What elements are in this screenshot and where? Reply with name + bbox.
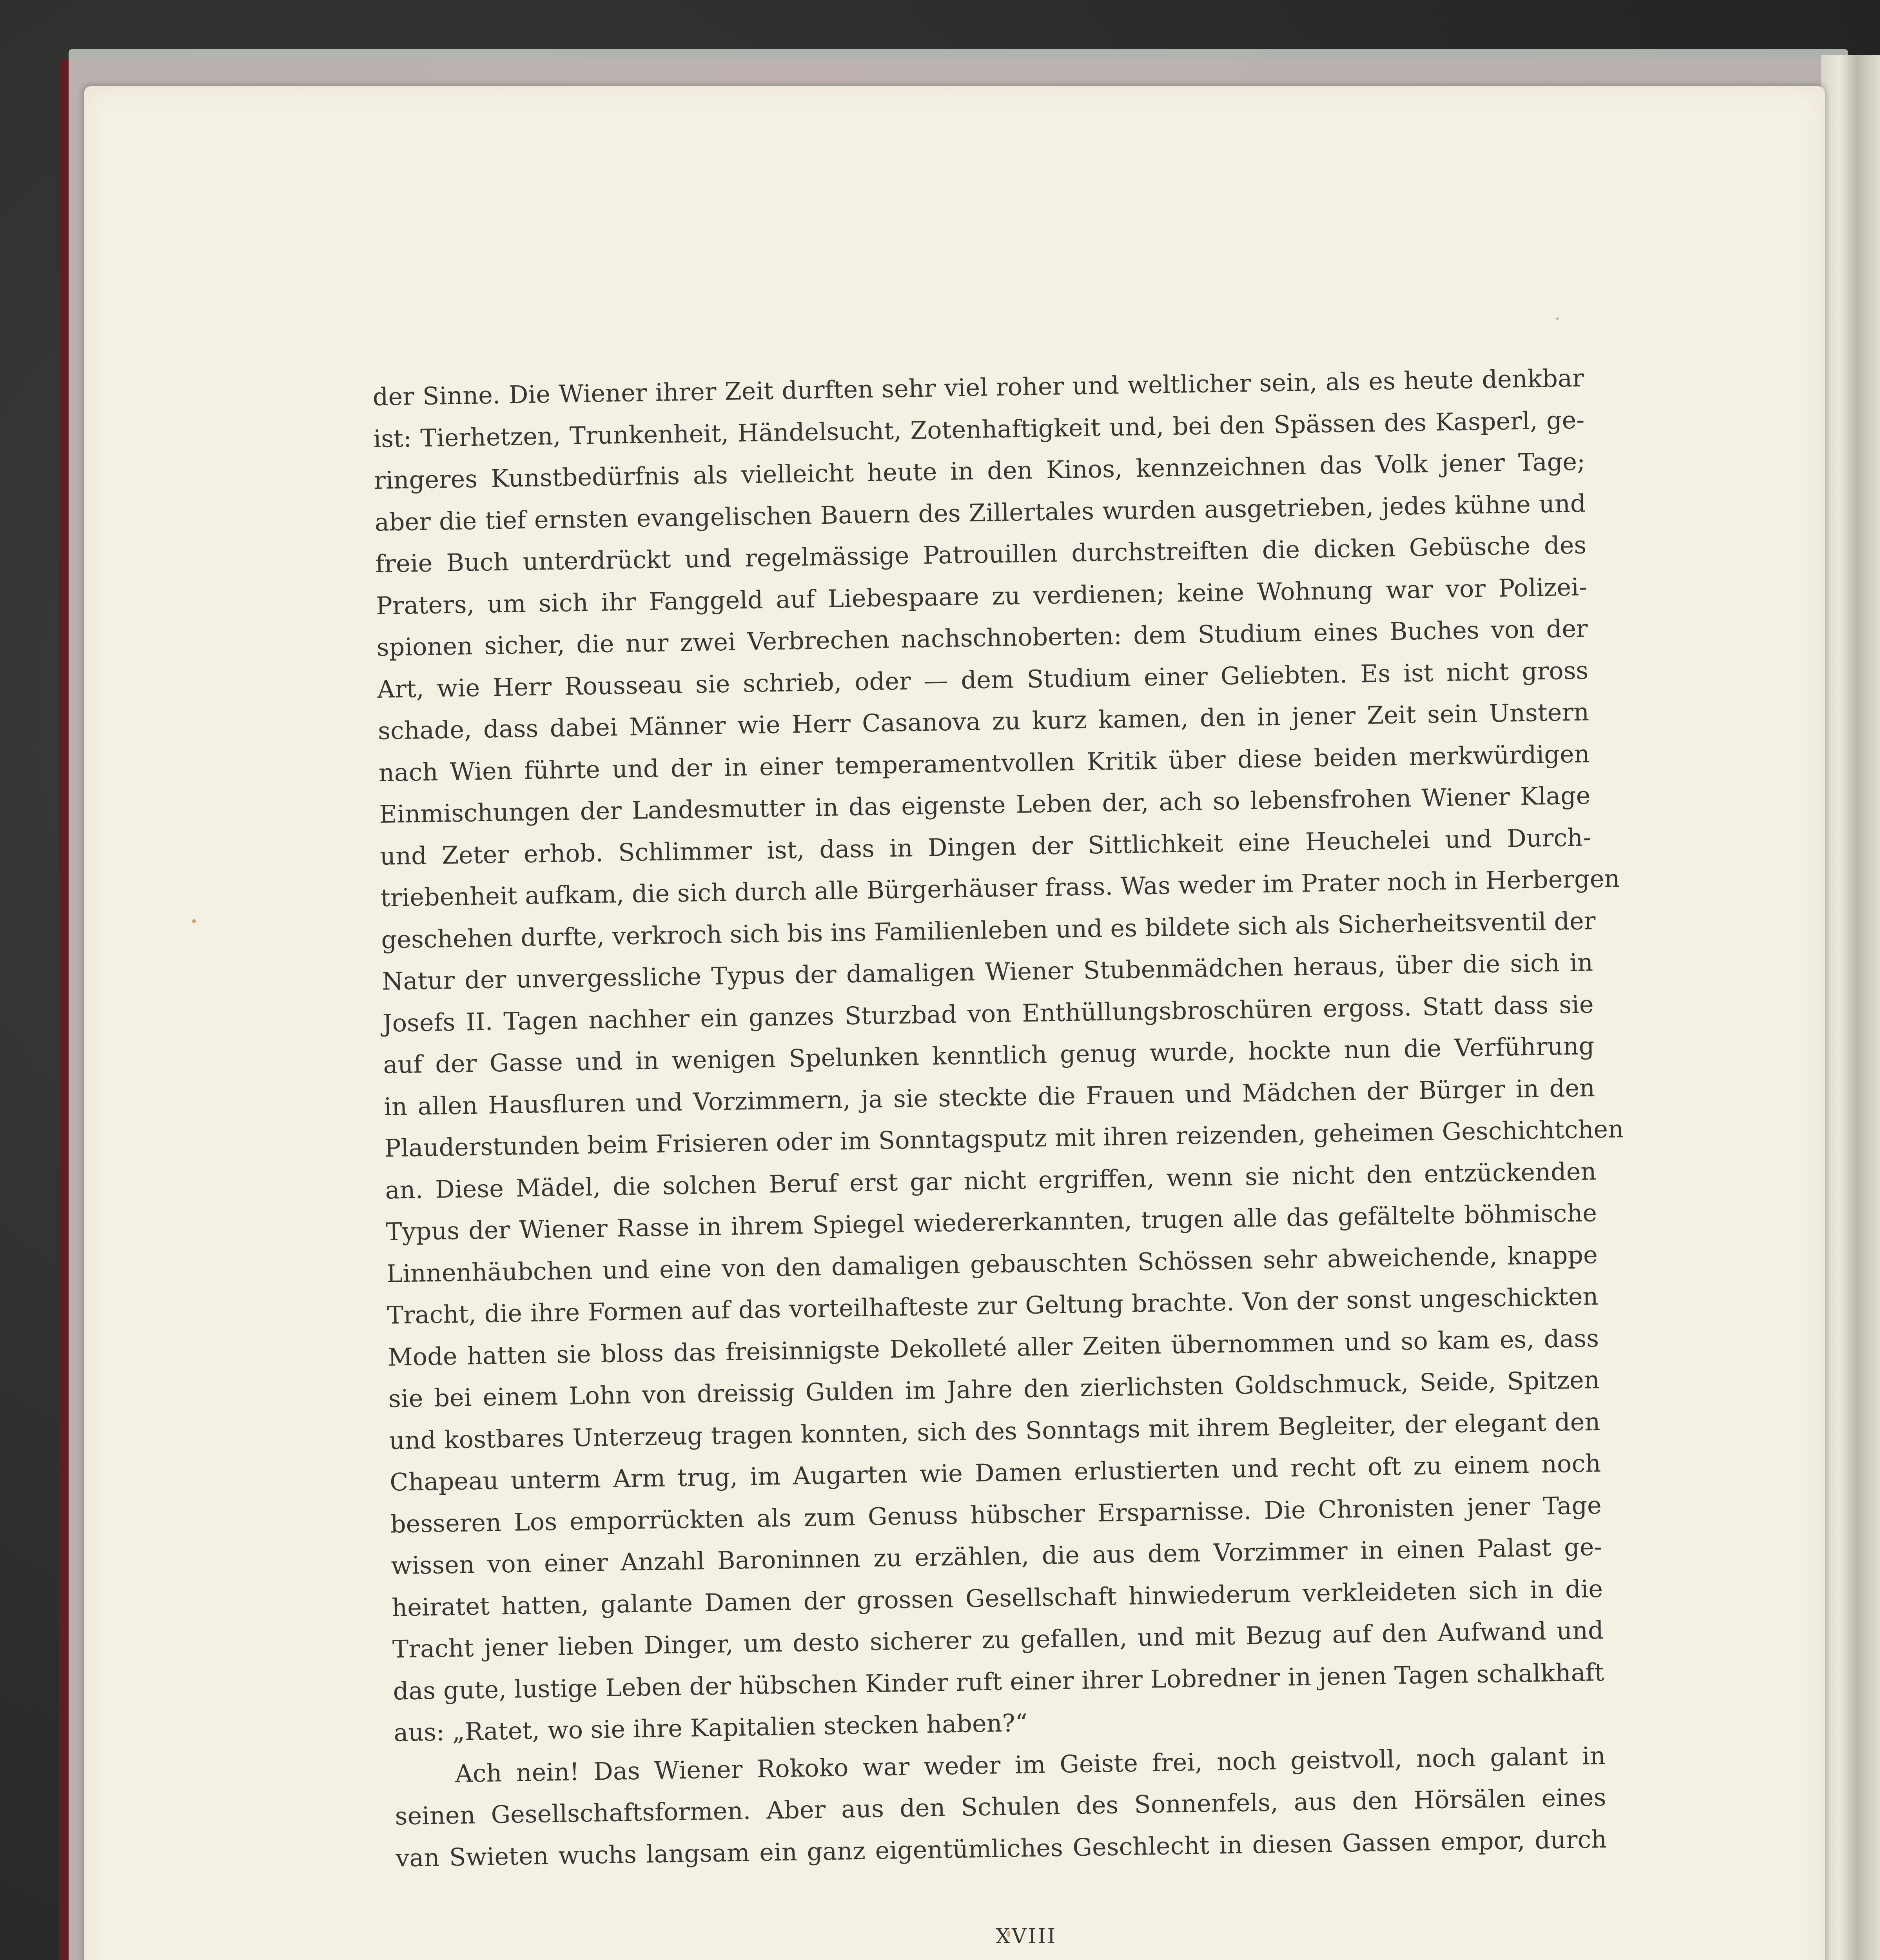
page-number: XVIII [996, 1925, 1057, 1948]
text-line: van Swieten wuchs langsam ein ganz eigentümliches Geschlecht in diesen Gassen empor, durch [395, 1824, 1607, 1873]
text-line: Typus der Wiener Rasse in ihrem Spiegel wiedererkannten, trugen alle das gefältelte böhmische [385, 1198, 1597, 1246]
paper-speck [192, 919, 196, 923]
text-line: das gute, lustige Leben der hübschen Kinder ruft einer ihrer Lobredner in jenen Tagen schalkhaft [393, 1657, 1604, 1706]
text-line: Tracht, die ihre Formen auf das vorteilhafteste zur Geltung brachte. Von der sonst ungeschickten [387, 1282, 1599, 1330]
text-line: wissen von einer Anzahl Baroninnen zu erzählen, die aus dem Vorzimmer in einen Palast ge- [391, 1532, 1602, 1580]
text-line: Linnenhäubchen und eine von den damaligen gebauschten Schössen sehr abweichende, knappe [386, 1240, 1598, 1288]
text-line: aber die tief ernsten evangelischen Bauern des Zillertales wurden ausgetrieben, jedes kühne und [374, 488, 1586, 537]
text-line: spionen sicher, die nur zwei Verbrechen nachschnoberten: dem Studium eines Buches von der [376, 614, 1588, 662]
text-line: und kostbares Unterzeug tragen konnten, sich des Sonntags mit ihrem Begleiter, der elegant den [389, 1407, 1601, 1455]
text-line: Plauderstunden beim Frisieren oder im Sonntagsputz mit ihren reizenden, geheimen Geschichtchen [384, 1114, 1624, 1163]
text-line: Natur der unvergessliche Typus der damaligen Wiener Stubenmädchen heraus, über die sich in [381, 948, 1593, 996]
text-line: schade, dass dabei Männer wie Herr Casanova zu kurz kamen, den in jener Zeit sein Unstern [377, 697, 1590, 745]
page-block-edge [1821, 55, 1880, 1960]
text-line: aus: „Ratet, wo sie ihre Kapitalien stecken haben?“ [393, 1708, 1028, 1747]
paragraph-first-line: Ach nein! Das Wiener Rokoko war weder im Geiste frei, noch geistvoll, noch galant in [455, 1741, 1606, 1788]
text-line: auf der Gasse und in wenigen Spelunken kenntlich genug wurde, hockte nun die Verführung [383, 1031, 1595, 1079]
text-line: Art, wie Herr Rousseau sie schrieb, oder — dem Studium einer Geliebten. Es ist nicht gross [377, 655, 1589, 704]
paper-speck [1556, 318, 1559, 320]
text-line: seinen Gesellschaftsformen. Aber aus den Schulen des Sonnenfels, aus den Hörsälen eines [395, 1783, 1606, 1831]
text-line: an. Diese Mädel, die solchen Beruf erst gar nicht ergriffen, wenn sie nicht den entzückenden [385, 1156, 1597, 1205]
text-line: Praters, um sich ihr Fanggeld auf Liebespaare zu verdienen; keine Wohnung war vor Polizei- [376, 572, 1588, 620]
body-text [372, 357, 1624, 1879]
text-line: ringeres Kunstbedürfnis als vielleicht heute in den Kinos, kennzeichnen das Volk jener Tage; [374, 447, 1586, 495]
text-line: ist: Tierhetzen, Trunkenheit, Händelsucht, Zotenhaftigkeit und, bei den Spässen des Kasperl, ge- [373, 405, 1585, 453]
text-line: der Sinne. Die Wiener ihrer Zeit durften sehr viel roher und weltlicher sein, als es heute denkbar [372, 363, 1584, 411]
text-line: sie bei einem Lohn von dreissig Gulden im Jahre den zierlichsten Goldschmuck, Seide, Spitzen [388, 1365, 1600, 1413]
text-line: Chapeau unterm Arm trug, im Augarten wie Damen erlustierten und recht oft zu einem noch [389, 1449, 1601, 1497]
text-line: Einmischungen der Landesmutter in das eigenste Leben der, ach so lebensfrohen Wiener Klage [379, 781, 1591, 829]
text-line: nach Wien führte und der in einer temperamentvollen Kritik über diese beiden merkwürdigen [378, 739, 1590, 787]
text-line: triebenheit aufkam, die sich durch alle Bürgerhäuser frass. Was weder im Prater noch in Herbergen [380, 864, 1620, 912]
text-line: in allen Hausfluren und Vorzimmern, ja sie steckte die Frauen und Mädchen der Bürger in den [383, 1073, 1595, 1121]
text-line: geschehen durfte, verkroch sich bis ins Familienleben und es bildete sich als Sicherheitsventil der [381, 906, 1596, 954]
text-line: Mode hatten sie bloss das freisinnigste Dekolleté aller Zeiten übernommen und so kam es, dass [387, 1323, 1599, 1372]
text-line: heiratet hatten, galante Damen der grossen Gesellschaft hinwiederum verkleideten sich in die [391, 1574, 1603, 1622]
text-line: besseren Los emporrückten als zum Genuss hübscher Ersparnisse. Die Chronisten jener Tage [390, 1490, 1602, 1539]
text-line: Josefs II. Tagen nachher ein ganzes Sturzbad von Enthüllungsbroschüren ergoss. Statt dass sie [382, 989, 1594, 1038]
text-line: Tracht jener lieben Dinger, um desto sicherer zu gefallen, und mit Bezug auf den Aufwand und [392, 1616, 1604, 1664]
text-line: und Zeter erhob. Schlimmer ist, dass in Dingen der Sittlichkeit eine Heuchelei und Durch- [379, 822, 1591, 871]
text-line: freie Buch unterdrückt und regelmässige Patrouillen durchstreiften die dicken Gebüsche des [375, 530, 1587, 578]
